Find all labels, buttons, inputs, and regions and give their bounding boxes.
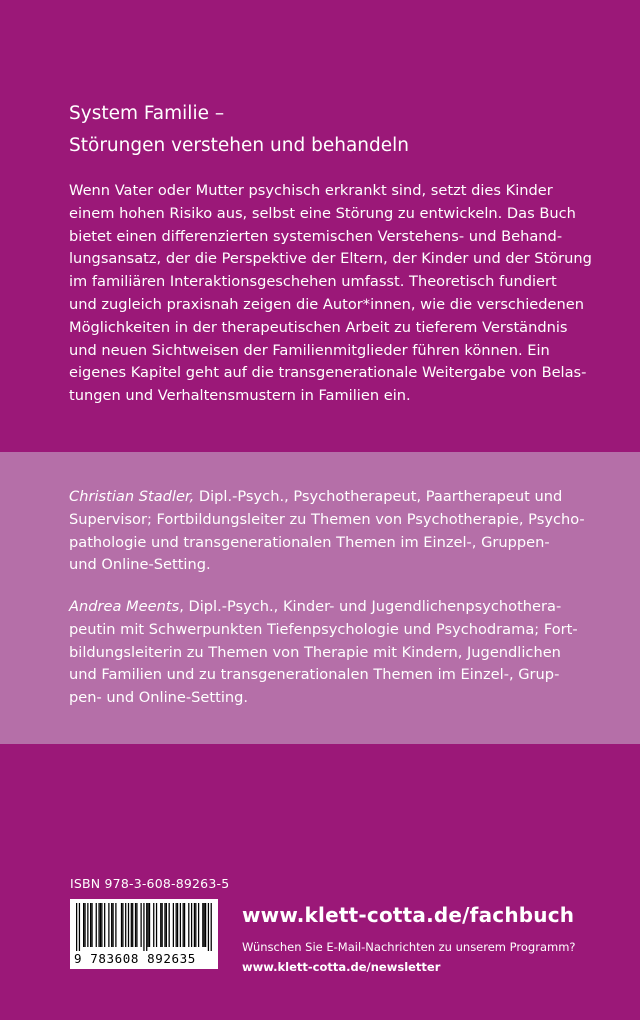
barcode-bar	[143, 903, 144, 951]
newsletter-link[interactable]: www.klett-cotta.de/newsletter	[242, 960, 441, 974]
bio-line	[69, 596, 599, 619]
barcode-bar	[91, 903, 92, 947]
description-line: lungsansatz, der die Perspektive der Eltern, der Kinder und der Störung	[69, 250, 592, 268]
description-line: Möglichkeiten in der therapeutischen Arbeit zu tieferem Verständnis	[69, 318, 568, 336]
description-line: eigenes Kapitel geht auf die transgenerationale Weitergabe von Belas-	[69, 364, 587, 382]
barcode-bar	[183, 903, 184, 947]
barcode-bar	[198, 903, 199, 947]
barcode-bar	[100, 903, 101, 947]
barcode-bar	[180, 903, 181, 947]
barcode-bar	[173, 903, 174, 947]
barcode-digits: 9 783608 892635	[74, 951, 196, 966]
barcode-bar	[79, 903, 80, 951]
title-line-2: Störungen verstehen und behandeln	[69, 135, 410, 156]
author-name: Andrea Meents	[69, 598, 180, 615]
barcode-bar	[104, 903, 105, 947]
barcode-bar	[96, 903, 97, 947]
description-line: bietet einen differenzierten systemischen Verstehens- und Behand-	[69, 227, 563, 245]
bio-line: bildungsleiterin zu Themen von Therapie mit Kindern, Jugendlichen	[69, 643, 561, 661]
bio-line	[69, 486, 599, 509]
barcode-bar	[176, 903, 177, 947]
description-line: tungen und Verhaltensmustern in Familien ein.	[69, 387, 411, 405]
barcode-bar	[131, 903, 132, 947]
barcode-bar	[208, 903, 209, 951]
barcode-bar	[211, 903, 212, 951]
barcode-bar	[166, 903, 167, 947]
barcode-bar	[162, 903, 163, 947]
barcode-bar	[188, 903, 189, 947]
description-line: Wenn Vater oder Mutter psychisch erkrankt sind, setzt dies Kinder	[69, 182, 553, 199]
barcode-bar	[153, 903, 154, 947]
barcode-bar	[140, 903, 141, 947]
barcode-bar	[204, 903, 205, 947]
barcode-bar	[184, 903, 185, 947]
barcode-bar	[87, 903, 88, 947]
barcode-bar	[194, 903, 195, 947]
barcode-bar	[148, 903, 149, 947]
book-description	[69, 180, 599, 408]
barcode-bar	[195, 903, 196, 947]
barcode-bar	[156, 903, 157, 947]
barcode-bar	[90, 903, 91, 947]
barcode-bar	[191, 903, 192, 947]
barcode-bar	[164, 903, 165, 947]
barcode-bar	[128, 903, 129, 947]
description-line: und zugleich praxisnah zeigen die Autor*innen, wie die verschiedenen	[69, 295, 584, 313]
barcode-bar	[108, 903, 109, 947]
bio-line: und Online-Setting.	[69, 556, 211, 574]
barcode-bar	[112, 903, 113, 947]
barcode-bar	[115, 903, 116, 947]
author-name: Christian Stadler,	[69, 488, 195, 505]
bio-line: und Familien und zu transgenerationalen Themen im Einzel-, Grup-	[69, 666, 560, 684]
bio-line: pathologie und transgenerationalen Themen im Einzel-, Gruppen-	[69, 533, 550, 551]
author-bio-stadler	[69, 486, 599, 577]
barcode-bar	[160, 903, 161, 947]
bio-line: peutin mit Schwerpunkten Tiefenpsychologie und Psychodrama; Fort-	[69, 620, 578, 638]
barcode-bar	[135, 903, 136, 947]
description-line: einem hohen Risiko aus, selbst eine Störung zu entwickeln. Das Buch	[69, 204, 576, 222]
barcode-bar	[146, 903, 147, 951]
bio-line: Supervisor; Fortbildungsleiter zu Themen von Psychotherapie, Psycho-	[69, 510, 585, 528]
website-link[interactable]: www.klett-cotta.de/fachbuch	[242, 903, 575, 927]
barcode	[70, 899, 218, 969]
title-line-1: System Familie –	[69, 103, 225, 124]
barcode-bar	[177, 903, 178, 947]
barcode-bars	[76, 903, 212, 951]
description-line: im familiären Interaktionsgeschehen umfasst. Theoretisch fundiert	[69, 273, 557, 291]
bio-text: , Dipl.-Psych., Kinder- und Jugendlichenpsychothera-	[179, 598, 562, 615]
barcode-bar	[111, 903, 112, 947]
barcode-bar	[98, 903, 99, 947]
author-bio-meents	[69, 596, 599, 710]
isbn-label: ISBN 978-3-608-89263-5	[70, 876, 230, 891]
barcode-bar	[169, 903, 170, 947]
barcode-bar	[122, 903, 123, 947]
barcode-bar	[76, 903, 77, 951]
newsletter-question: Wünschen Sie E-Mail-Nachrichten zu unserem Programm?	[242, 940, 576, 954]
bio-text: Dipl.-Psych., Psychotherapeut, Paartherapeut und	[194, 488, 563, 505]
description-line: und neuen Sichtweisen der Familienmitglieder führen können. Ein	[69, 341, 550, 359]
barcode-bar	[125, 903, 126, 947]
barcode-bar	[132, 903, 133, 947]
barcode-bar	[121, 903, 122, 947]
barcode-bar	[136, 903, 137, 947]
barcode-bar	[83, 903, 84, 947]
barcode-bar	[101, 903, 102, 947]
book-title-heading	[69, 98, 589, 162]
barcode-bar	[202, 903, 203, 947]
barcode-bar	[149, 903, 150, 947]
bio-line: pen- und Online-Setting.	[69, 689, 249, 707]
barcode-bar	[205, 903, 206, 947]
barcode-bar	[84, 903, 85, 947]
